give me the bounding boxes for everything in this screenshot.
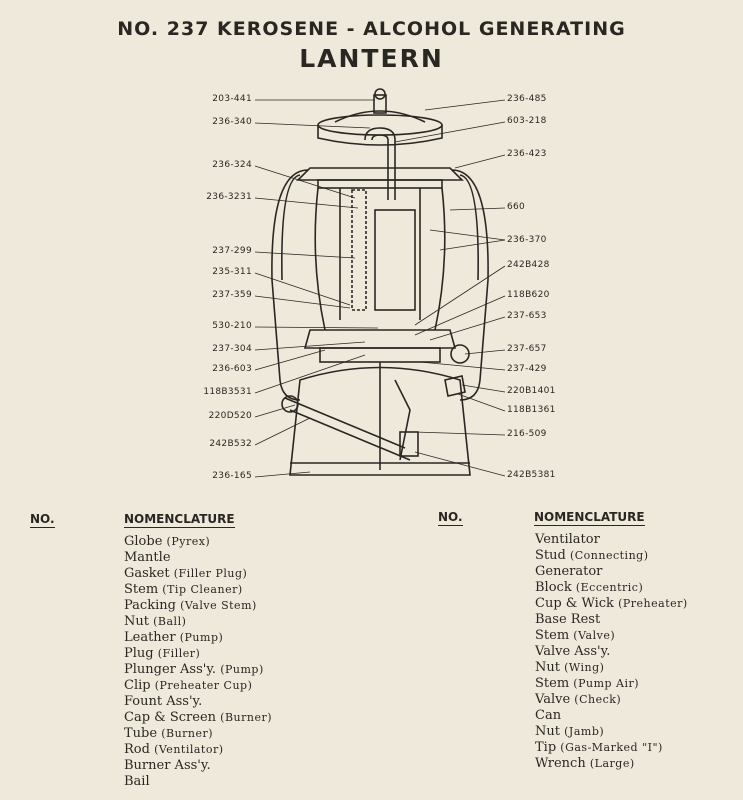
callout-236-603: 236-603 <box>212 364 252 374</box>
part-nomenclature <box>535 596 688 612</box>
right-header-nomenclature: NOMENCLATURE <box>534 510 645 524</box>
part-note: (Filler Plug) <box>173 567 248 580</box>
part-nomenclature <box>535 676 639 692</box>
part-name: Nut <box>535 724 560 739</box>
left-header-nomenclature: NOMENCLATURE <box>124 512 235 526</box>
part-note: (Preheater) <box>618 597 688 610</box>
part-name: Clip <box>124 678 151 693</box>
part-nomenclature <box>535 724 604 740</box>
part-name: Ventilator <box>535 532 600 547</box>
part-nomenclature <box>124 582 243 598</box>
part-nomenclature <box>124 566 247 582</box>
part-name: Rod <box>124 742 150 757</box>
callout-242B5381: 242B5381 <box>507 470 556 480</box>
part-name: Can <box>535 708 562 723</box>
part-nomenclature <box>535 644 610 660</box>
part-name: Cup & Wick <box>535 596 614 611</box>
part-name: Wrench <box>535 756 586 771</box>
callout-220D520: 220D520 <box>208 411 252 421</box>
part-name: Plunger Ass'y. <box>124 662 217 677</box>
part-nomenclature <box>124 550 171 566</box>
part-nomenclature <box>535 564 602 580</box>
part-nomenclature <box>535 740 663 756</box>
right-header-no: NO. <box>438 510 463 524</box>
part-nomenclature <box>124 758 211 774</box>
part-note: (Filler) <box>157 647 201 660</box>
part-note: (Valve) <box>573 629 616 642</box>
part-note: (Ball) <box>153 615 187 628</box>
part-nomenclature <box>124 630 223 646</box>
part-name: Packing <box>124 598 176 613</box>
part-nomenclature <box>124 662 264 678</box>
part-name: Fount Ass'y. <box>124 694 203 709</box>
callout-236-370: 236-370 <box>507 235 547 245</box>
part-note: (Valve Stem) <box>180 599 257 612</box>
part-note: (Pump) <box>179 631 224 644</box>
callout-603-218: 603-218 <box>507 116 547 126</box>
part-name: Valve Ass'y. <box>535 644 611 659</box>
part-name: Block <box>535 580 572 595</box>
part-name: Stem <box>535 676 570 691</box>
part-name: Leather <box>124 630 176 645</box>
part-note: (Jamb) <box>564 725 605 738</box>
part-nomenclature <box>535 660 604 676</box>
callout-220B1401: 220B1401 <box>507 386 556 396</box>
part-nomenclature <box>124 534 210 550</box>
part-nomenclature <box>124 694 202 710</box>
callout-242B532: 242B532 <box>209 439 252 449</box>
part-nomenclature <box>124 614 186 630</box>
part-name: Stem <box>535 628 570 643</box>
callout-203-441: 203-441 <box>212 94 252 104</box>
callout-216-509: 216-509 <box>507 429 547 439</box>
part-note: (Eccentric) <box>575 581 644 594</box>
part-nomenclature <box>535 548 649 564</box>
callout-236-485: 236-485 <box>507 94 547 104</box>
part-nomenclature <box>535 756 635 772</box>
part-name: Nut <box>124 614 149 629</box>
callout-236-340: 236-340 <box>212 117 252 127</box>
part-note: (Large) <box>589 757 635 770</box>
part-note: (Burner) <box>161 727 214 740</box>
part-nomenclature <box>124 726 213 742</box>
part-nomenclature <box>535 580 643 596</box>
part-nomenclature <box>535 628 615 644</box>
part-note: (Pump Air) <box>573 677 640 690</box>
part-nomenclature <box>124 742 224 758</box>
part-name: Mantle <box>124 550 171 565</box>
part-name: Bail <box>124 774 150 789</box>
part-name: Plug <box>124 646 154 661</box>
callout-118B1361: 118B1361 <box>507 405 556 415</box>
callout-530-210: 530-210 <box>212 321 252 331</box>
part-nomenclature <box>535 708 561 724</box>
lantern-diagram <box>200 80 560 500</box>
left-header-no: NO. <box>30 512 55 526</box>
part-name: Generator <box>535 564 603 579</box>
part-nomenclature <box>124 678 252 694</box>
callout-237-653: 237-653 <box>507 311 547 321</box>
part-note: (Check) <box>574 693 622 706</box>
callout-236-423: 236-423 <box>507 149 547 159</box>
part-note: (Pyrex) <box>166 535 211 548</box>
callout-236-324: 236-324 <box>212 160 252 170</box>
callout-242B428: 242B428 <box>507 260 550 270</box>
part-name: Globe <box>124 534 163 549</box>
part-note: (Wing) <box>564 661 605 674</box>
part-note: (Preheater Cup) <box>154 679 253 692</box>
part-name: Stem <box>124 582 159 597</box>
part-nomenclature <box>535 612 600 628</box>
part-name: Tube <box>124 726 158 741</box>
part-nomenclature <box>124 598 257 614</box>
callout-118B3531: 118B3531 <box>203 387 252 397</box>
part-name: Cap & Screen <box>124 710 217 725</box>
part-note: (Pump) <box>220 663 264 676</box>
part-name: Gasket <box>124 566 170 581</box>
part-name: Tip <box>535 740 557 755</box>
part-nomenclature <box>124 710 272 726</box>
callout-660: 660 <box>507 202 526 212</box>
callout-236-165: 236-165 <box>212 471 252 481</box>
callout-237-359: 237-359 <box>212 290 252 300</box>
part-note: (Connecting) <box>569 549 649 562</box>
part-nomenclature <box>535 532 600 548</box>
page-subtitle: LANTERN <box>299 44 444 73</box>
part-note: (Gas-Marked "I") <box>560 741 663 754</box>
part-name: Base Rest <box>535 612 601 627</box>
part-name: Nut <box>535 660 560 675</box>
callout-237-429: 237-429 <box>507 364 547 374</box>
callout-237-657: 237-657 <box>507 344 547 354</box>
page-title: NO. 237 KEROSENE - ALCOHOL GENERATING <box>117 18 626 40</box>
callout-235-311: 235-311 <box>212 267 252 277</box>
part-name: Stud <box>535 548 566 563</box>
part-nomenclature <box>124 646 200 662</box>
part-note: (Tip Cleaner) <box>162 583 243 596</box>
part-note: (Burner) <box>220 711 273 724</box>
part-note: (Ventilator) <box>154 743 224 756</box>
callout-236-3231: 236-3231 <box>206 192 252 202</box>
callout-237-304: 237-304 <box>212 344 252 354</box>
part-name: Burner Ass'y. <box>124 758 211 773</box>
part-name: Valve <box>535 692 571 707</box>
part-nomenclature <box>124 774 150 790</box>
part-nomenclature <box>535 692 621 708</box>
callout-118B620: 118B620 <box>507 290 550 300</box>
callout-237-299: 237-299 <box>212 246 252 256</box>
